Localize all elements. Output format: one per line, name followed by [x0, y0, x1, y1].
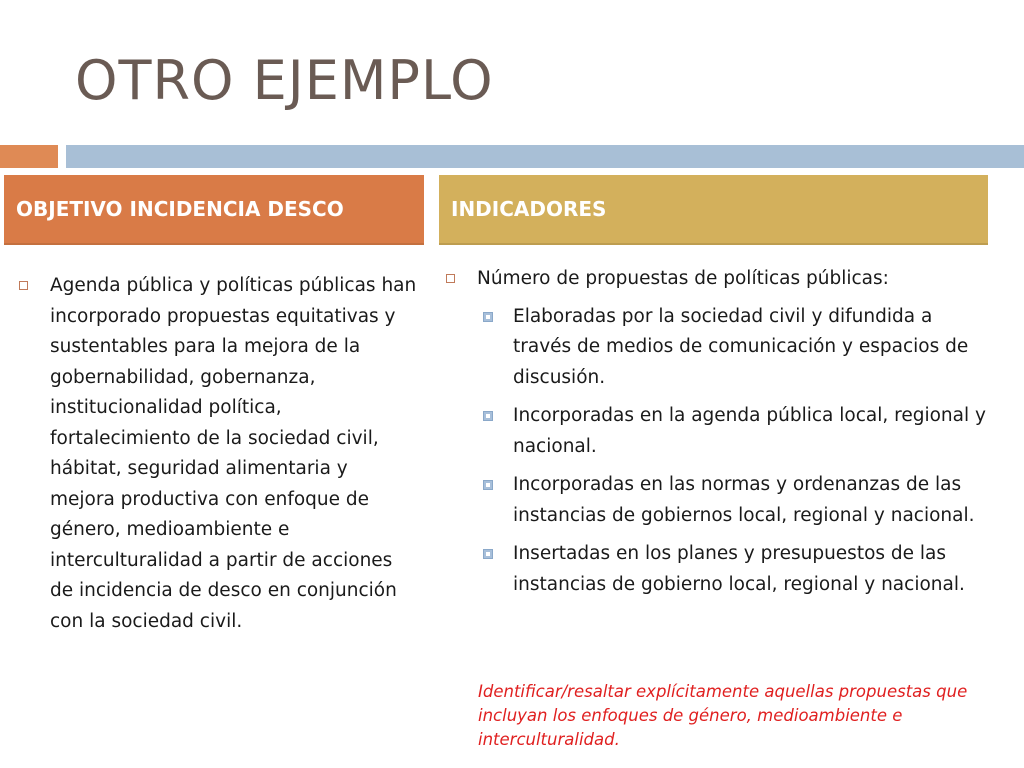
highlight-note: Identificar/resaltar explícitamente aquellas propuestas que incluyan los enfoques de género, medioambiente e interculturalidad.	[478, 682, 968, 749]
filled-square-bullet-icon	[483, 411, 493, 421]
header-objetivo-label: OBJETIVO INCIDENCIA DESCO	[16, 197, 344, 221]
sub-item-text: Incorporadas en la agenda pública local, regional y nacional.	[513, 405, 986, 457]
list-item	[445, 264, 990, 295]
square-bullet-icon	[446, 274, 455, 283]
filled-square-bullet-icon	[483, 549, 493, 559]
sub-list-item	[481, 401, 990, 462]
header-indicadores	[439, 175, 988, 245]
objetivo-column	[18, 271, 418, 637]
slide-title: OTRO EJEMPLO	[75, 49, 494, 112]
filled-square-bullet-icon	[483, 312, 493, 322]
objetivo-text: Agenda pública y políticas públicas han incorporado propuestas equitativas y sustentables para la mejora de la gobernabilidad, gobernanza, institucionalidad política, fortalecimiento de la sociedad civil, hábitat, seguridad alimentaria y mejora productiva con enfoque de género, medioambiente e interculturalidad a partir de acciones de incidencia de desco en conjunción con la sociedad civil.	[50, 275, 417, 632]
sub-item-text: Elaboradas por la sociedad civil y difundida a través de medios de comunicación y espacios de discusión.	[513, 305, 969, 388]
decorative-bar-orange	[0, 145, 58, 168]
header-indicadores-label: INDICADORES	[451, 197, 607, 221]
header-objetivo	[4, 175, 424, 245]
decorative-bar-blue	[66, 145, 1024, 168]
sub-list-item	[481, 539, 990, 600]
indicador-main-text: Número de propuestas de políticas públicas:	[477, 268, 889, 289]
indicadores-column	[445, 264, 990, 608]
sub-list-item	[481, 302, 990, 394]
sub-item-text: Incorporadas en las normas y ordenanzas de las instancias de gobiernos local, regional y nacional.	[513, 474, 975, 526]
sub-item-text: Insertadas en los planes y presupuestos de las instancias de gobierno local, regional y nacional.	[513, 543, 965, 595]
square-bullet-icon	[19, 281, 28, 290]
list-item	[18, 271, 418, 637]
sub-list-item	[481, 470, 990, 531]
filled-square-bullet-icon	[483, 480, 493, 490]
sub-list	[445, 302, 990, 601]
